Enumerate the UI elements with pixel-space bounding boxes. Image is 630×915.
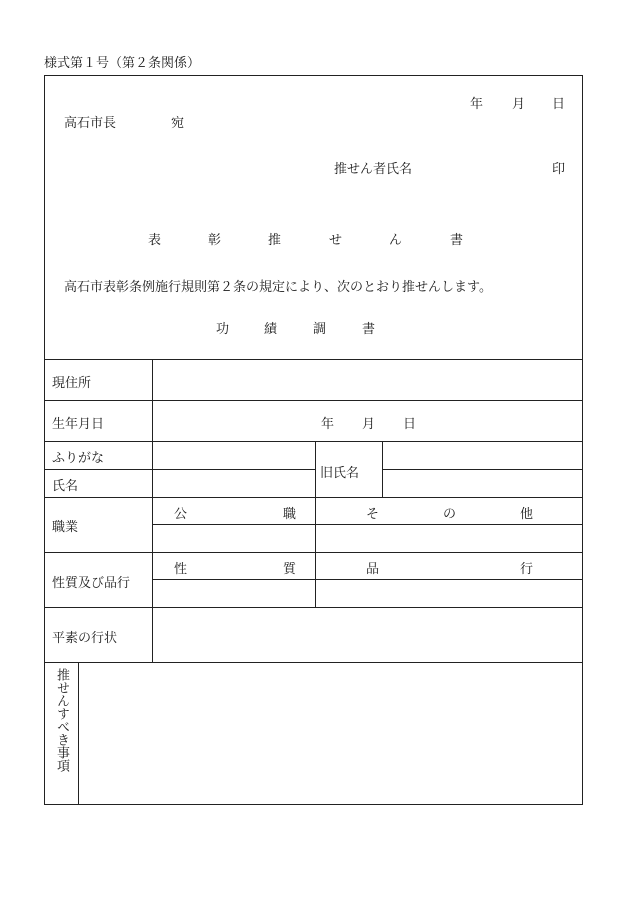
- title-char: 書: [450, 233, 464, 248]
- public-office-char: 公: [174, 507, 188, 522]
- title-char: ん: [389, 233, 403, 248]
- birth-year-label: 年: [321, 417, 335, 432]
- row-line: [382, 469, 583, 470]
- seal-mark: 印: [552, 162, 566, 177]
- row-line: [44, 441, 583, 442]
- public-office-char: 職: [283, 507, 297, 522]
- other-char: 他: [520, 507, 534, 522]
- row-line: [152, 524, 583, 525]
- form-number: 様式第１号（第２条関係）: [44, 56, 201, 71]
- addressee-suffix: 宛: [171, 116, 185, 131]
- title-char: 推: [268, 233, 282, 248]
- former-name-label: 旧氏名: [320, 466, 360, 481]
- nature-char: 質: [283, 562, 297, 577]
- subtitle-char: 功: [216, 322, 230, 337]
- row-line: [44, 497, 583, 498]
- occupation-label: 職業: [52, 520, 79, 535]
- other-char: そ: [366, 507, 380, 522]
- addressee: 高石市長: [64, 116, 117, 131]
- title-char: 彰: [208, 233, 222, 248]
- subtitle-char: 績: [264, 322, 278, 337]
- date-year-label: 年: [470, 97, 484, 112]
- row-line: [44, 662, 583, 663]
- other-char: の: [443, 507, 457, 522]
- title-char: せ: [329, 233, 343, 248]
- row-line: [44, 469, 315, 470]
- nature-char: 性: [174, 562, 188, 577]
- character-conduct-label: 性質及び品行: [52, 576, 131, 591]
- table-top-line: [44, 359, 583, 360]
- furigana-label: ふりがな: [52, 451, 105, 466]
- row-line: [152, 579, 583, 580]
- daily-conduct-label: 平素の行状: [52, 631, 118, 646]
- recommender-name-label: 推せん者氏名: [334, 162, 413, 177]
- recommend-matters-label: 推せんすべき事項: [54, 668, 69, 772]
- row-line: [44, 400, 583, 401]
- date-month-label: 月: [512, 97, 526, 112]
- conduct-char: 行: [520, 562, 534, 577]
- label-column-line: [152, 359, 153, 662]
- birth-month-label: 月: [362, 417, 376, 432]
- birth-day-label: 日: [403, 417, 417, 432]
- conduct-char: 品: [366, 562, 380, 577]
- subtitle-char: 調: [313, 322, 327, 337]
- birthdate-label: 生年月日: [52, 417, 105, 432]
- current-address-label: 現住所: [52, 376, 92, 391]
- former-name-column-line: [382, 441, 383, 497]
- middle-column-line: [315, 441, 316, 607]
- row-line: [44, 552, 583, 553]
- row-line: [44, 607, 583, 608]
- form-frame: [44, 75, 583, 805]
- date-day-label: 日: [552, 97, 566, 112]
- intro-text: 高石市表彰条例施行規則第２条の規定により、次のとおり推せんします。: [64, 280, 492, 295]
- matters-column-line: [78, 662, 79, 804]
- title-char: 表: [148, 233, 162, 248]
- subtitle-char: 書: [362, 322, 376, 337]
- name-label: 氏名: [52, 479, 79, 494]
